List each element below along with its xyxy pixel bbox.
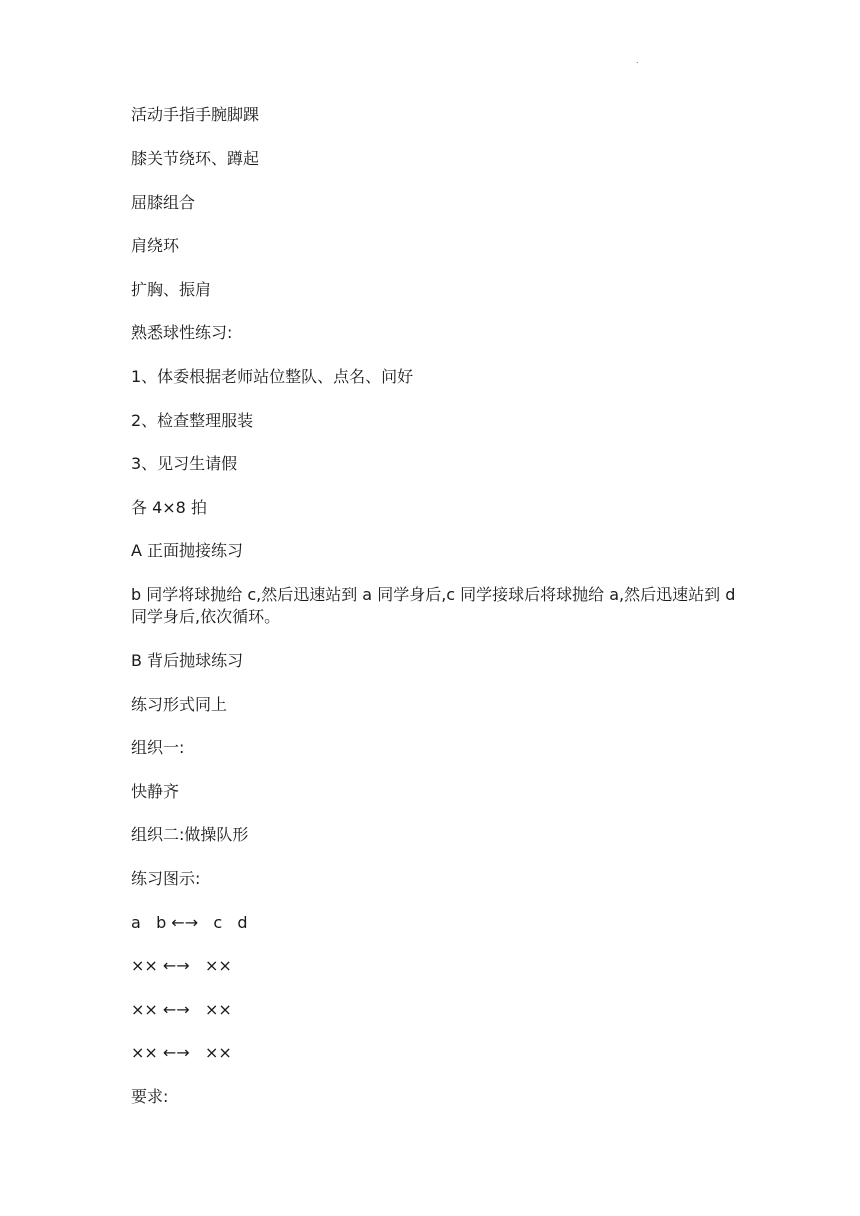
paragraph: 要求: <box>131 1087 169 1106</box>
diagram-row: ×× ←→ ×× <box>131 956 232 975</box>
paragraph: b 同学将球抛给 c,然后迅速站到 a 同学身后,c 同学接球后将球抛给 a,然后迅速站到 d 同学身后,依次循环。 <box>131 585 741 626</box>
paragraph: 2、检查整理服装 <box>131 411 254 430</box>
paragraph: 扩胸、振肩 <box>131 280 212 299</box>
paragraph: 各 4×8 拍 <box>131 498 207 517</box>
paragraph: B 背后抛球练习 <box>131 651 244 670</box>
header-mark: . <box>636 56 639 65</box>
paragraph: 熟悉球性练习: <box>131 323 233 342</box>
paragraph: A 正面抛接练习 <box>131 541 244 560</box>
paragraph: 组织一: <box>131 738 185 757</box>
paragraph: 1、体委根据老师站位整队、点名、问好 <box>131 367 414 386</box>
paragraph: 练习图示: <box>131 869 201 888</box>
paragraph: 3、见习生请假 <box>131 454 238 473</box>
paragraph: 屈膝组合 <box>131 193 196 212</box>
paragraph: 肩绕环 <box>131 236 180 255</box>
paragraph: 活动手指手腕脚踝 <box>131 105 260 124</box>
paragraph: 膝关节绕环、蹲起 <box>131 149 260 168</box>
diagram-row: a b ←→ c d <box>131 913 248 932</box>
paragraph: 快静齐 <box>131 782 180 801</box>
paragraph: 练习形式同上 <box>131 695 228 714</box>
diagram-row: ×× ←→ ×× <box>131 1000 232 1019</box>
diagram-row: ×× ←→ ×× <box>131 1043 232 1062</box>
paragraph: 组织二:做操队形 <box>131 825 249 844</box>
